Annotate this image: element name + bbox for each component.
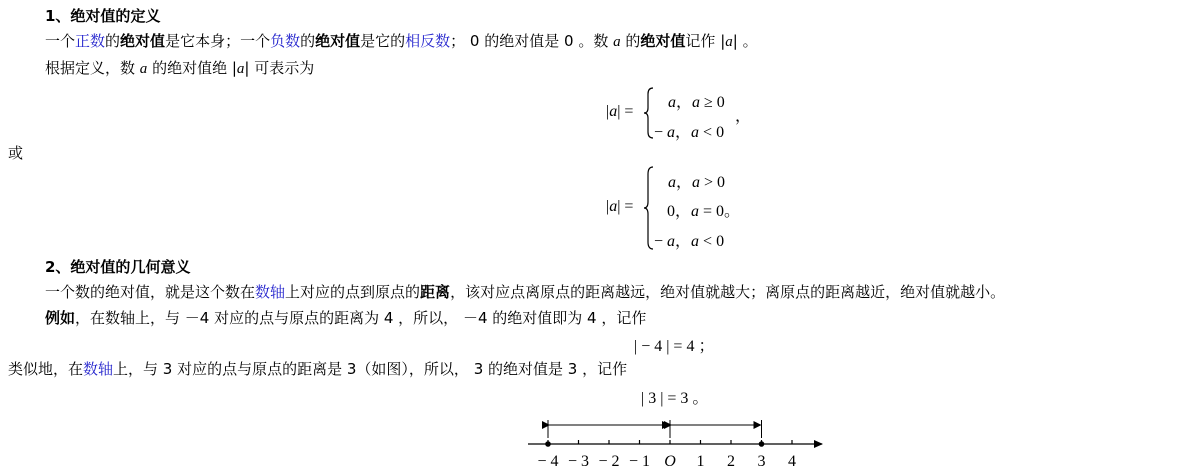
text: 一个数的绝对值，就是这个数在: [45, 283, 256, 301]
variable-a: a: [692, 174, 701, 191]
text: ，在数轴上，与 －4 对应的点与原点的距离为 4 ，所以， －4 的绝对值即为 4 ，记作: [75, 309, 647, 327]
separator: ，: [676, 94, 693, 111]
text: 是它的: [360, 32, 406, 50]
link-opposite-number[interactable]: 相反数: [405, 32, 451, 50]
or-text: 或: [8, 144, 24, 162]
tick-label: O: [664, 453, 676, 470]
minus-sign: −: [654, 233, 664, 250]
text: | 。: [732, 32, 758, 50]
minus-sign: −: [654, 124, 664, 141]
condition: > 0: [700, 174, 726, 191]
text: ； 0 的绝对值是 0 。数: [450, 32, 609, 50]
bold-term-absolute-value: 绝对值: [120, 32, 166, 50]
tick-label: − 4: [537, 453, 559, 470]
equation-abs-three: | 3 | = 3 。: [641, 390, 709, 407]
variable-a: a: [139, 61, 148, 77]
link-negative-number[interactable]: 负数: [270, 32, 301, 50]
text: | 可表示为: [244, 59, 315, 77]
equation-abs-minus-four: | − 4 | = 4 ；: [634, 338, 715, 355]
formula-lhs: [606, 198, 633, 216]
variable-a: a: [668, 174, 676, 191]
tick-label: − 3: [567, 453, 590, 470]
formula-case-row: [654, 228, 724, 251]
abs-bar: |: [617, 198, 621, 215]
variable-a: a: [236, 61, 245, 77]
text: ，该对应点离原点的距离越远，绝对值就越大；离原点的距离越近，绝对值就越小。: [450, 283, 1006, 301]
section-heading-geometric-meaning: 2、绝对值的几何意义: [45, 258, 191, 276]
zero-value: 0: [667, 203, 675, 220]
text: 的: [300, 32, 316, 50]
tick-label: 1: [696, 453, 705, 470]
bold-term-absolute-value: 绝对值: [315, 32, 361, 50]
representation-paragraph: [45, 58, 314, 79]
tick-label: − 2: [598, 453, 620, 470]
axis-arrow-icon: [814, 440, 823, 448]
text: 记作 |: [685, 32, 726, 50]
geometric-meaning-paragraph: [45, 282, 1005, 302]
text: 上，与 3 对应的点与原点的距离是 3（如图），所以， 3 的绝对值是 3 ，记作: [113, 360, 628, 378]
variable-a: a: [691, 233, 700, 250]
marked-point: [759, 441, 765, 447]
bold-term-example: 例如: [45, 309, 76, 327]
number-line-diagram: [520, 408, 830, 472]
formula-case-row: [668, 169, 725, 192]
separator: ，: [675, 124, 692, 141]
variable-a: a: [691, 203, 700, 220]
equals-sign: =: [620, 103, 634, 120]
abs-bar: |: [606, 103, 610, 120]
definition-paragraph: [45, 31, 758, 52]
example-paragraph: [45, 308, 646, 328]
tick-label: − 1: [628, 453, 651, 470]
separator: ，: [676, 174, 693, 191]
variable-a: a: [692, 94, 701, 111]
text: 的: [105, 32, 121, 50]
variable-a: a: [691, 124, 700, 141]
text: 根据定义，数: [45, 59, 136, 77]
marked-point: [545, 441, 551, 447]
separator: ，: [675, 233, 692, 250]
formula-case-row: [667, 198, 740, 221]
formula-lhs: [606, 103, 633, 121]
link-number-line[interactable]: 数轴: [255, 283, 286, 301]
formula-case-row: [654, 119, 724, 142]
variable-a: a: [725, 34, 733, 50]
condition: < 0: [699, 124, 725, 141]
condition: < 0: [699, 233, 725, 250]
text: 的: [625, 32, 641, 50]
variable-a: a: [667, 233, 676, 250]
variable-a: a: [609, 103, 618, 120]
tick-label: 3: [757, 453, 766, 470]
variable-a: a: [668, 94, 676, 111]
link-number-line[interactable]: 数轴: [83, 360, 114, 378]
similar-paragraph: [8, 359, 627, 379]
distance-arrow-group: [548, 420, 762, 438]
text: 的绝对值绝 |: [152, 59, 237, 77]
condition: ≥ 0: [700, 94, 725, 111]
formula-trailing-period: 。: [724, 203, 741, 220]
abs-bar: |: [606, 198, 610, 215]
variable-a: a: [609, 198, 618, 215]
tick-label: 4: [788, 453, 796, 470]
variable-a: a: [613, 34, 621, 50]
text: 上对应的点到原点的: [285, 283, 421, 301]
bold-term-distance: 距离: [420, 283, 451, 301]
separator: ，: [675, 203, 692, 220]
equals-sign: =: [620, 198, 634, 215]
condition: = 0: [699, 203, 725, 220]
text: 是它本身；一个: [165, 32, 271, 50]
section-heading-definition: 1、绝对值的定义: [45, 7, 161, 25]
tick-label: 2: [727, 453, 735, 470]
formula-case-row: [668, 89, 725, 112]
abs-bar: |: [617, 103, 621, 120]
text: 一个: [45, 32, 76, 50]
formula-trailing-comma: ，: [735, 108, 752, 125]
variable-a: a: [667, 124, 676, 141]
text: 类似地，在: [8, 360, 84, 378]
bold-term-absolute-value: 绝对值: [640, 32, 686, 50]
link-positive-number[interactable]: 正数: [75, 32, 106, 50]
